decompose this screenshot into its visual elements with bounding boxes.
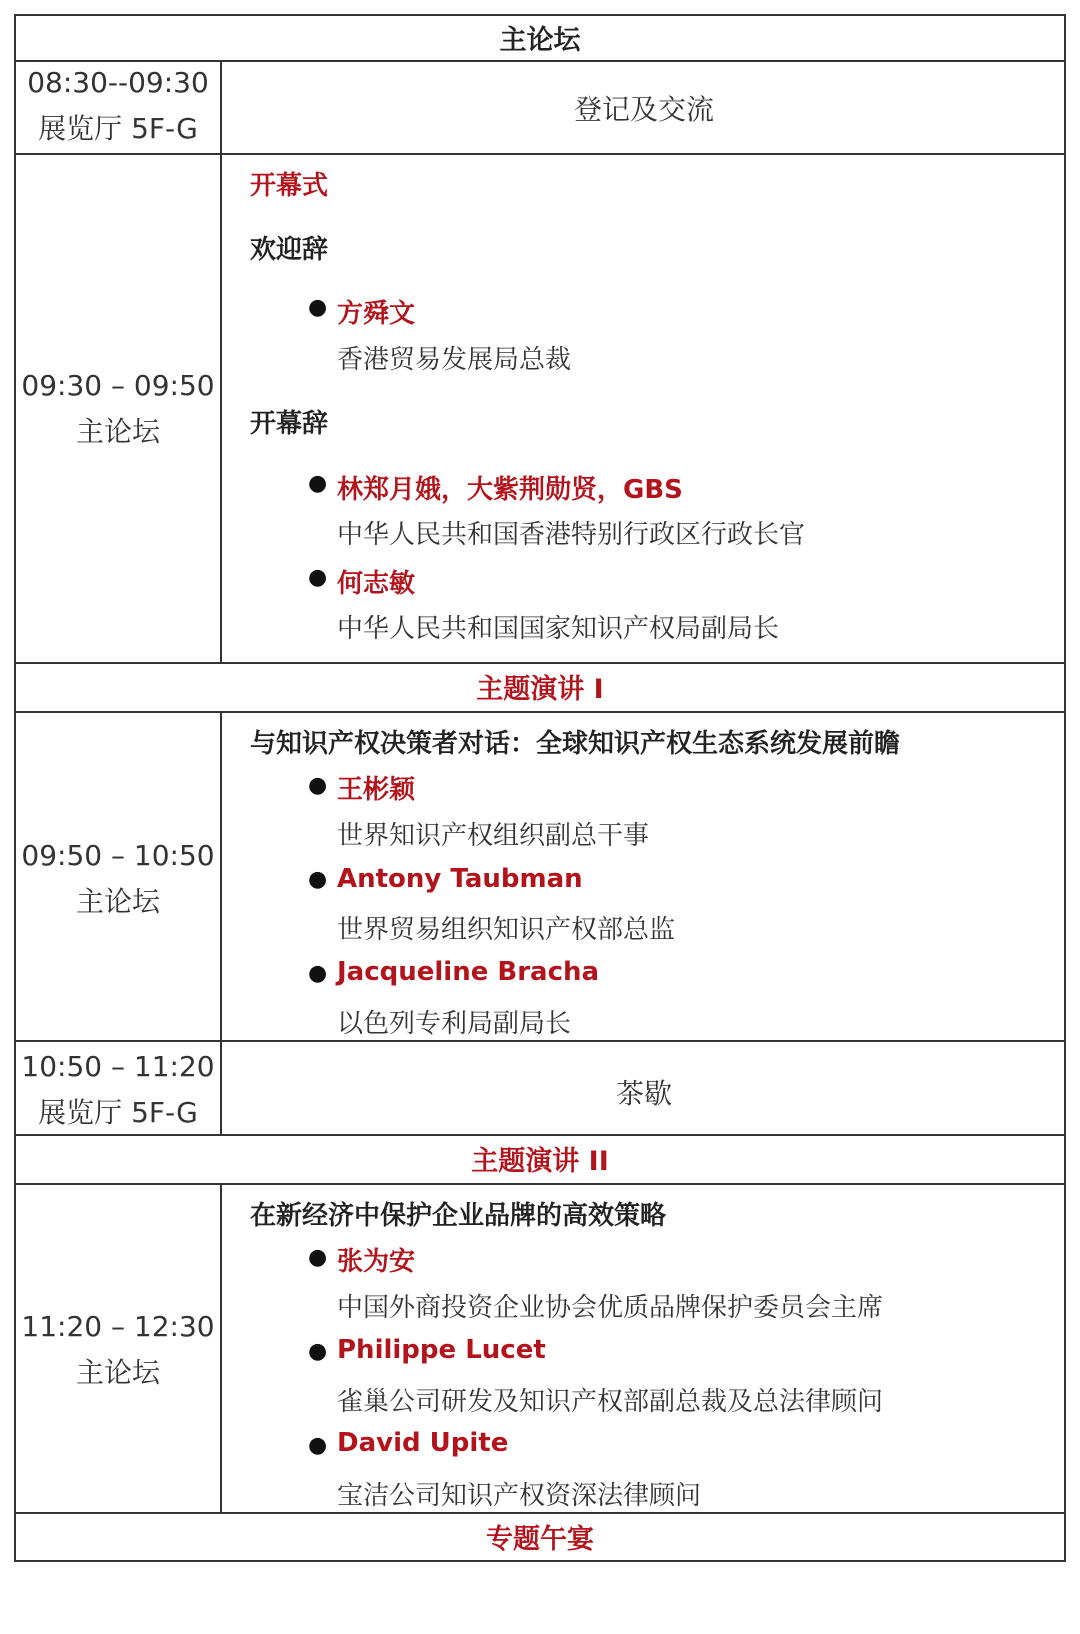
row-divider [14, 153, 1066, 155]
row-divider [14, 1183, 1066, 1185]
speaker-title: 雀巢公司研发及知识产权部副总裁及总法律顾问 [337, 1387, 884, 1417]
bullet: ● [308, 295, 328, 320]
speaker-name: David Upite [337, 1428, 509, 1458]
bullet: ● [308, 867, 328, 892]
speaker-name: 王彬颖 [337, 775, 416, 805]
keynote2-topic: 在新经济中保护企业品牌的高效策略 [250, 1201, 667, 1231]
table-border-left [14, 14, 16, 1560]
speaker-title: 中华人民共和国国家知识产权局副局长 [337, 614, 780, 644]
forum-header [14, 14, 1066, 60]
table-border-bottom [14, 1560, 1066, 1562]
row-divider [14, 711, 1066, 713]
bullet: ● [308, 1339, 328, 1364]
speaker-title: 中国外商投资企业协会优质品牌保护委员会主席 [337, 1293, 884, 1323]
keynote1-row [14, 711, 1066, 1040]
column-divider [220, 1183, 222, 1512]
registration-text: 登记及交流 [573, 93, 714, 126]
opening-heading: 开幕式 [250, 171, 329, 201]
speaker-name: Antony Taubman [337, 864, 583, 894]
opening-row [14, 153, 1066, 662]
speaker-name: Philippe Lucet [337, 1335, 546, 1365]
tea-time: 10:50 – 11:20 展览厅 5F-G [21, 1050, 215, 1129]
bullet: ● [308, 773, 328, 798]
speaker-title: 以色列专利局副局长 [337, 1009, 572, 1039]
keynote1-topic: 与知识产权决策者对话：全球知识产权生态系统发展前瞻 [250, 729, 901, 759]
welcome-label: 欢迎辞 [250, 235, 329, 265]
keynote1-header: 主题演讲 I [476, 674, 604, 705]
keynote2-row [14, 1183, 1066, 1512]
row-divider [14, 1134, 1066, 1136]
lunch-header: 专题午宴 [486, 1523, 594, 1555]
column-divider [220, 60, 222, 662]
keynote2-time: 11:20 – 12:30 主论坛 [21, 1310, 215, 1389]
bullet: ● [308, 961, 328, 986]
bullet: ● [308, 471, 328, 496]
table-border-right [1064, 14, 1066, 1560]
table-border-top [14, 14, 1066, 16]
speaker-name: 林郑月娥，大紫荆勋贤，GBS [337, 475, 683, 505]
speaker-name: Jacqueline Bracha [337, 957, 600, 987]
speaker-name: 张为安 [337, 1247, 416, 1277]
opening-time: 09:30 – 09:50 主论坛 [21, 369, 215, 448]
bullet: ● [308, 1245, 328, 1270]
row-divider [14, 1512, 1066, 1514]
tea-row [14, 1040, 1066, 1134]
row-divider [14, 1040, 1066, 1042]
keynote2-header: 主题演讲 II [471, 1146, 609, 1177]
registration-time: 08:30--09:30 展览厅 5F-G [27, 66, 209, 145]
keynote1-content [250, 711, 1052, 1040]
tea-text: 茶歇 [615, 1077, 672, 1110]
opening-label: 开幕辞 [250, 409, 329, 439]
speaker-name: 方舜文 [337, 299, 416, 329]
bullet: ● [308, 1433, 328, 1458]
bullet: ● [308, 565, 328, 590]
opening-content [250, 153, 1052, 662]
speaker-name: 何志敏 [337, 569, 416, 599]
keynote2-content [250, 1183, 1052, 1512]
row-divider [14, 662, 1066, 664]
keynote1-time: 09:50 – 10:50 主论坛 [21, 839, 215, 918]
speaker-title: 世界知识产权组织副总干事 [337, 821, 650, 851]
speaker-title: 宝洁公司知识产权资深法律顾问 [337, 1481, 702, 1511]
speaker-title: 中华人民共和国香港特别行政区行政长官 [337, 520, 806, 550]
speaker-title: 世界贸易组织知识产权部总监 [337, 915, 676, 945]
forum-header-text: 主论坛 [499, 24, 581, 56]
row-divider [14, 60, 1066, 62]
speaker-title: 香港贸易发展局总裁 [337, 345, 572, 375]
registration-row [14, 60, 1066, 153]
column-divider [220, 711, 222, 1134]
